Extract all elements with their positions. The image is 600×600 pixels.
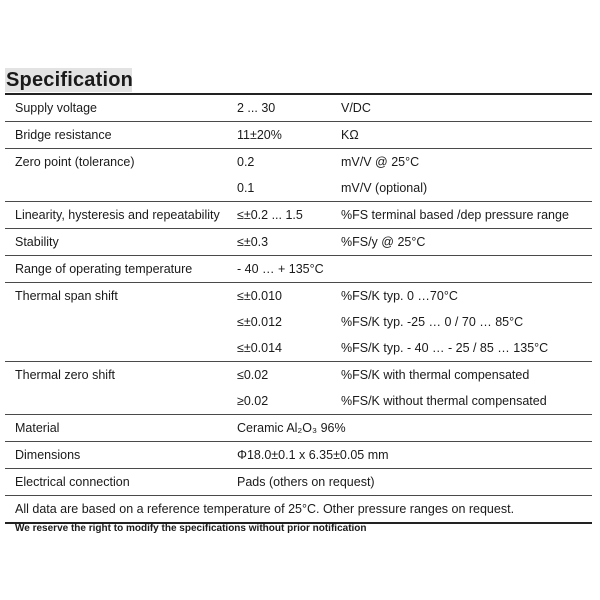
unit-cell: %FS/K typ. -25 … 0 / 70 … 85°C	[341, 315, 524, 329]
spec-line	[5, 229, 592, 255]
specification-table	[5, 93, 592, 524]
unit-cell: %FS/K with thermal compensated	[341, 368, 530, 382]
spec-line	[5, 415, 592, 441]
parameter-cell: Thermal span shift	[15, 289, 118, 303]
value-cell: ≤±0.012	[237, 315, 283, 329]
footer-text: All data are based on a reference temperature of 25°C. Other pressure ranges on request.	[15, 502, 515, 516]
spec-row	[5, 415, 592, 442]
spec-row	[5, 122, 592, 149]
value-cell: 0.1	[237, 181, 255, 195]
spec-row	[5, 95, 592, 122]
spec-line	[5, 122, 592, 148]
spec-rows	[5, 95, 592, 496]
value-cell: 0.2	[237, 155, 255, 169]
unit-cell: %FS/K without thermal compensated	[341, 394, 547, 408]
spec-row	[5, 442, 592, 469]
unit-cell: %FS/y @ 25°C	[341, 235, 426, 249]
spec-line	[5, 388, 592, 414]
spec-line	[5, 309, 592, 335]
spec-line	[5, 442, 592, 468]
value-cell: ≤±0.2 ... 1.5	[237, 208, 303, 222]
spec-row	[5, 469, 592, 496]
unit-cell: mV/V @ 25°C	[341, 155, 420, 169]
value-cell: ≤±0.014	[237, 341, 283, 355]
value-cell: ≤±0.010	[237, 289, 283, 303]
parameter-cell: Range of operating temperature	[15, 262, 193, 276]
spec-line	[5, 202, 592, 228]
unit-cell: %FS/K typ. 0 …70°C	[341, 289, 458, 303]
spec-row	[5, 202, 592, 229]
unit-cell: mV/V (optional)	[341, 181, 428, 195]
spec-line	[5, 256, 592, 282]
parameter-cell: Electrical connection	[15, 475, 130, 489]
spec-line	[5, 95, 592, 121]
spec-row	[5, 256, 592, 283]
unit-cell: V/DC	[341, 101, 371, 115]
footer-row	[5, 496, 592, 524]
spec-line	[5, 149, 592, 175]
parameter-cell: Linearity, hysteresis and repeatability	[15, 208, 220, 222]
value-cell: ≤0.02	[237, 368, 269, 382]
value-cell: Φ18.0±0.1 x 6.35±0.05 mm	[237, 448, 389, 462]
parameter-cell: Stability	[15, 235, 59, 249]
parameter-cell: Supply voltage	[15, 101, 98, 115]
spec-row	[5, 149, 592, 202]
parameter-cell: Material	[15, 421, 60, 435]
parameter-cell: Zero point (tolerance)	[15, 155, 135, 169]
value-cell: 2 ... 30	[237, 101, 276, 115]
value-cell: Pads (others on request)	[237, 475, 375, 489]
value-cell: Ceramic Al₂O₃ 96%	[237, 421, 346, 435]
parameter-cell: Dimensions	[15, 448, 81, 462]
spec-line	[5, 283, 592, 309]
disclaimer-note: We reserve the right to modify the specifications without prior notification	[15, 523, 367, 534]
value-cell: 11±20%	[237, 128, 282, 142]
value-cell: - 40 … + 135°C	[237, 262, 324, 276]
unit-cell: KΩ	[341, 128, 359, 142]
parameter-cell: Thermal zero shift	[15, 368, 116, 382]
spec-line	[5, 469, 592, 495]
footer-line	[5, 496, 592, 522]
spec-row	[5, 362, 592, 415]
spec-line	[5, 175, 592, 201]
unit-cell: %FS terminal based /dep pressure range	[341, 208, 569, 222]
spec-line	[5, 362, 592, 388]
unit-cell: %FS/K typ. - 40 … - 25 / 85 … 135°C	[341, 341, 549, 355]
value-cell: ≤±0.3	[237, 235, 269, 249]
parameter-cell: Bridge resistance	[15, 128, 112, 142]
spec-row	[5, 283, 592, 362]
page-title: Specification	[6, 69, 134, 91]
spec-row	[5, 229, 592, 256]
spec-line	[5, 335, 592, 361]
value-cell: ≥0.02	[237, 394, 269, 408]
